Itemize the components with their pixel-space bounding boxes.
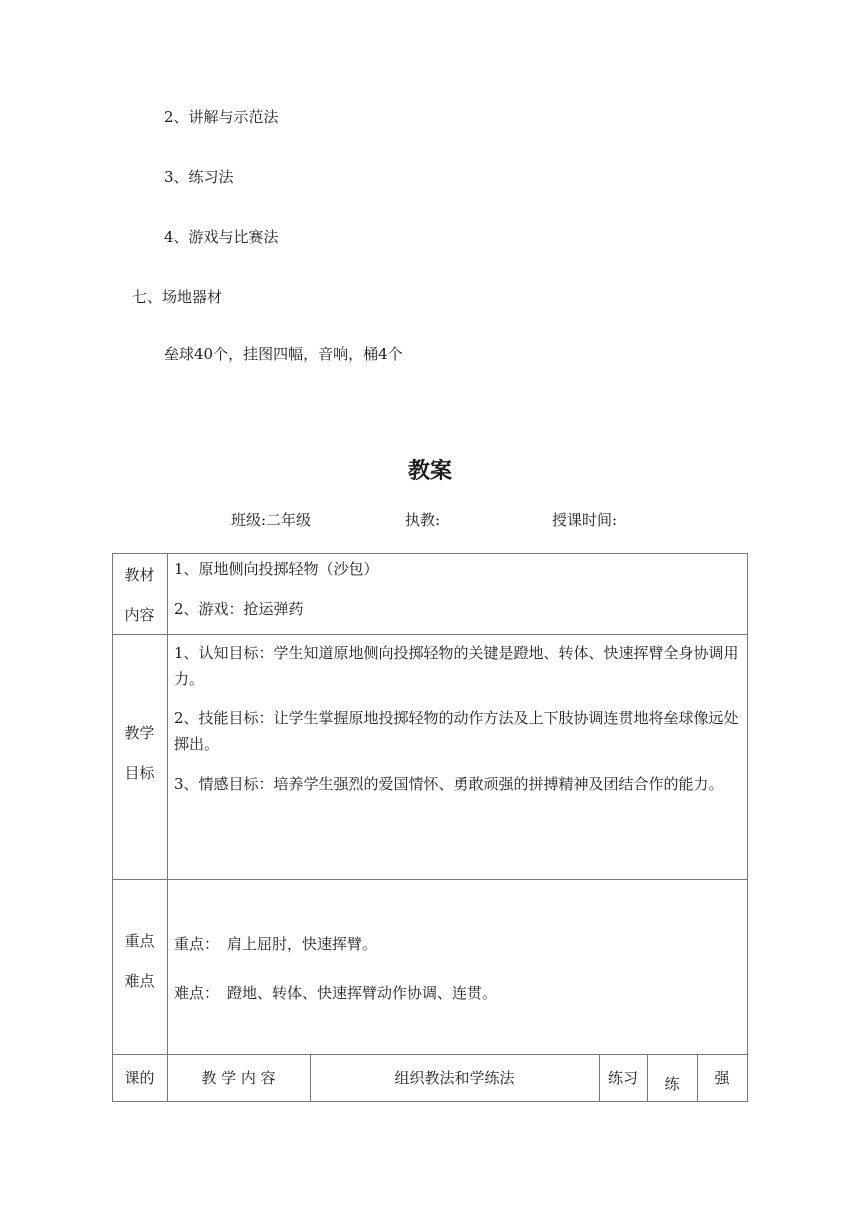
method-item-3: 3、练习法 <box>164 168 234 186</box>
table-border <box>112 1054 748 1055</box>
class-label: 班级:二年级 <box>231 511 312 529</box>
header-lesson-part: 课的 <box>124 1069 155 1087</box>
table-border <box>112 553 748 554</box>
objective-cognitive: 1、认知目标：学生知道原地侧向投掷轻物的关键是蹬地、转体、快速挥臂全身协调用力。 <box>174 644 739 688</box>
row-label-objectives: 教学 目标 <box>124 724 155 782</box>
header-organization: 组织教法和学练法 <box>394 1069 515 1087</box>
row-label-keypoints: 重点 难点 <box>124 932 155 990</box>
section-7-heading: 七、场地器材 <box>132 288 223 306</box>
teacher-label: 执教: <box>405 511 441 529</box>
table-border <box>747 553 748 1102</box>
textbook-item-2: 2、游戏：抢运弹药 <box>174 600 304 618</box>
objective-skill: 2、技能目标：让学生掌握原地投掷轻物的动作方法及上下肢协调连贯地将垒球像远处掷出。 <box>174 709 739 753</box>
time-label: 授课时间: <box>552 511 618 529</box>
header-intensity: 强 <box>714 1069 730 1087</box>
header-practice: 练习 <box>607 1069 638 1087</box>
page-title: 教案 <box>407 459 452 484</box>
header-practice-2: 练 <box>664 1075 680 1093</box>
table-border <box>112 879 748 880</box>
difficulty-point: 难点： 蹬地、转体、快速挥臂动作协调、连贯。 <box>174 984 498 1002</box>
table-border <box>167 553 168 1102</box>
textbook-item-1: 1、原地侧向投掷轻物（沙包） <box>174 560 379 578</box>
equipment-list: 垒球40个，挂图四幅，音响，桶4个 <box>164 345 403 363</box>
lesson-plan-table <box>112 553 748 1102</box>
header-teaching-content: 教 学 内 容 <box>201 1069 276 1087</box>
objective-affective: 3、情感目标：培养学生强烈的爱国情怀、勇敢顽强的拼搏精神及团结合作的能力。 <box>174 775 724 793</box>
method-item-2: 2、讲解与示范法 <box>164 108 279 126</box>
table-border <box>112 553 113 1102</box>
method-item-4: 4、游戏与比赛法 <box>164 228 279 246</box>
table-border <box>112 1101 748 1102</box>
table-border <box>112 634 748 635</box>
row-label-textbook: 教材 内容 <box>124 566 155 624</box>
key-point: 重点： 肩上屈肘，快速挥臂。 <box>174 935 378 953</box>
